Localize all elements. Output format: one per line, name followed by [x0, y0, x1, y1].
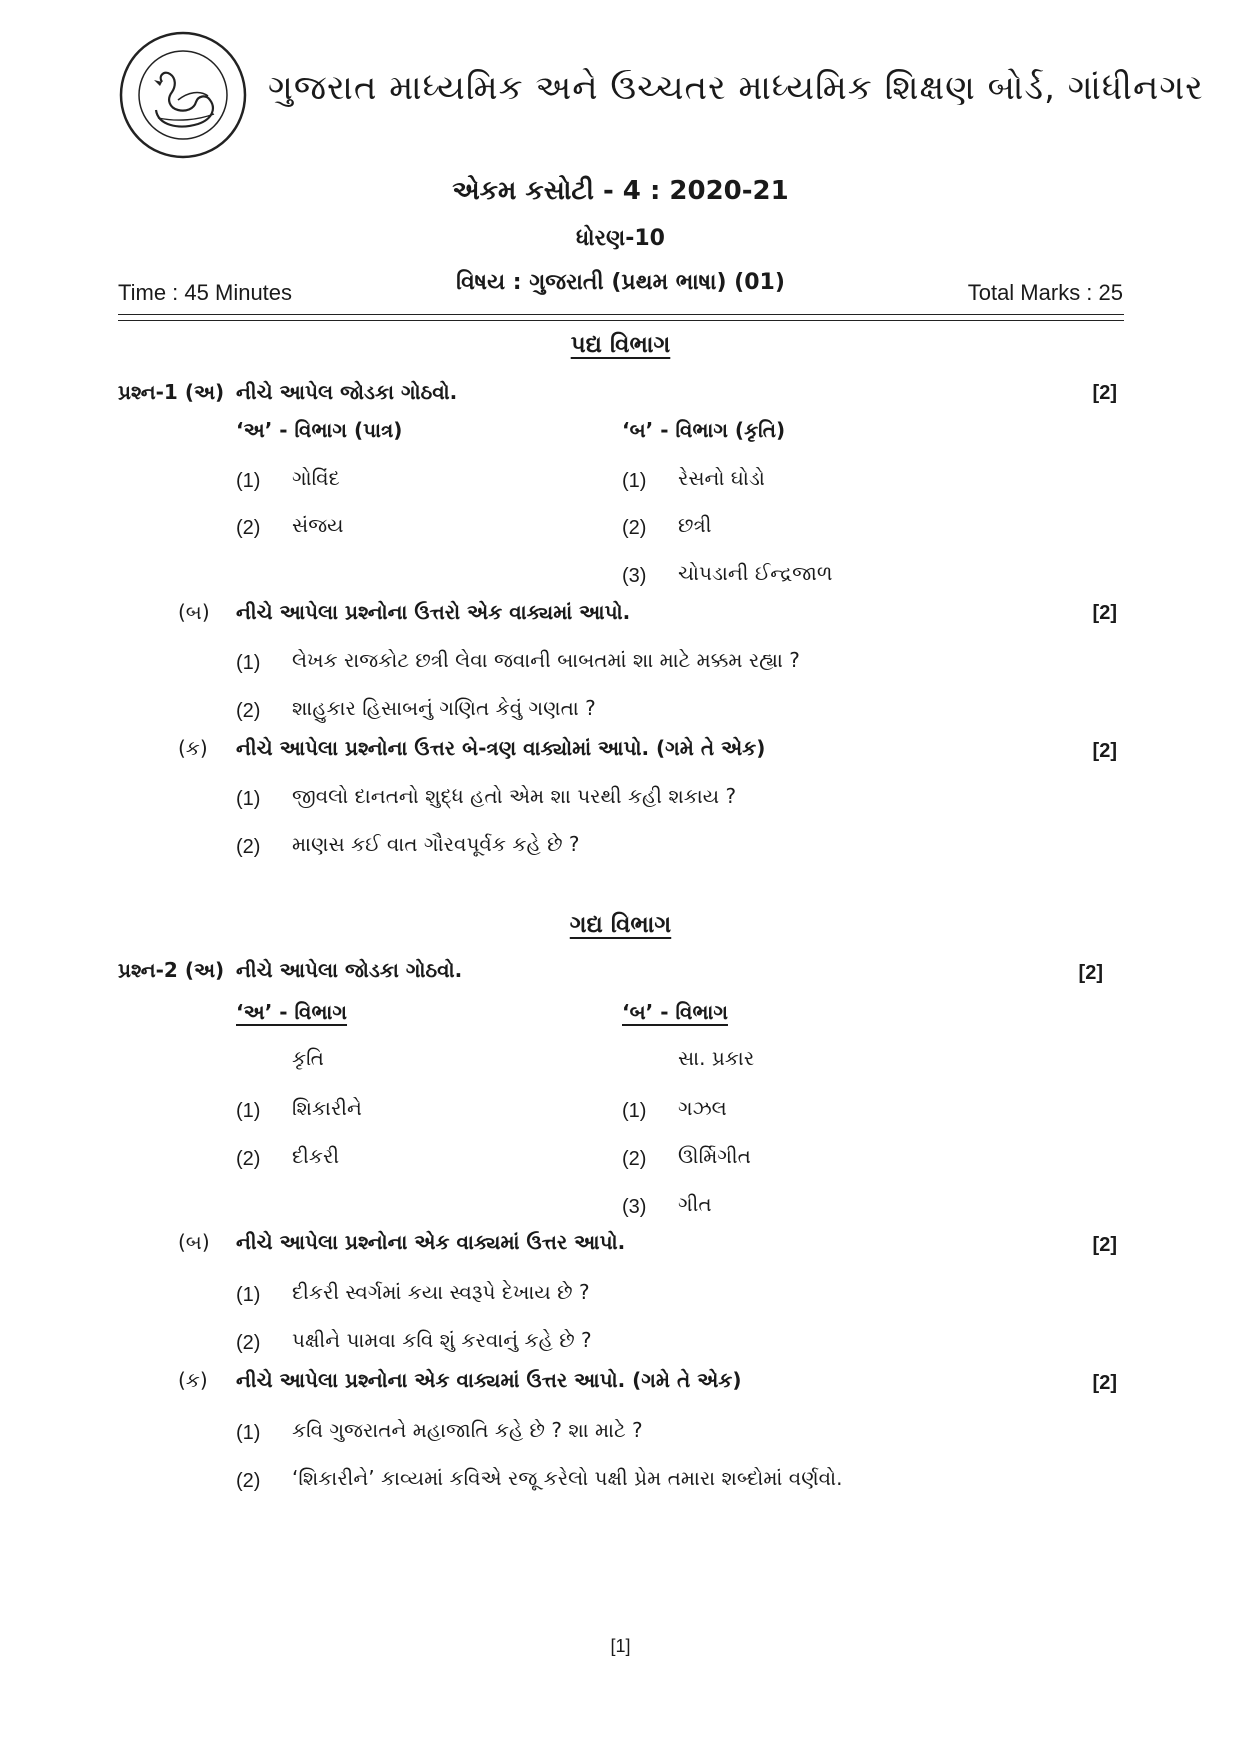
- column-b-heading: ‘બ’ - વિભાગ: [622, 1000, 728, 1024]
- question-sub-label: (બ): [178, 600, 210, 624]
- item-number: (1): [236, 788, 261, 810]
- question-item: દીકરી સ્વર્ગમાં કયા સ્વરૂપે દેખાય છે ?: [292, 1280, 590, 1304]
- item-number: (2): [236, 1148, 261, 1170]
- question-number: પ્રશ્ન-1 (અ): [118, 380, 225, 404]
- exam-title: એકમ કસોટી - 4 : 2020-21: [452, 176, 789, 206]
- question-item: લેખક રાજકોટ છત્રી લેવા જવાની બાબતમાં શા માટે મક્કમ રહ્યા ?: [292, 648, 800, 672]
- board-seal-logo: [118, 30, 248, 160]
- item-number: (1): [236, 652, 261, 674]
- time-label: Time : 45 Minutes: [118, 280, 293, 305]
- match-item: ગઝલ: [678, 1096, 727, 1120]
- match-item: સંજય: [292, 513, 344, 537]
- item-number: (2): [622, 1148, 647, 1170]
- column-a-heading: ‘અ’ - વિભાગ (પાત્ર): [236, 418, 403, 442]
- match-item: ચોપડાની ઈન્દ્રજાળ: [678, 561, 833, 585]
- board-title: ગુજરાત માધ્યમિક અને ઉચ્ચતર માધ્યમિક શિક્ષણ બોર્ડ, ગાંધીનગર: [268, 68, 1204, 108]
- column-b-subheading: સા. પ્રકાર: [678, 1046, 755, 1070]
- question-marks: [2]: [1092, 1372, 1117, 1394]
- question-text: નીચે આપેલા પ્રશ્નોના ઉત્તર બે-ત્રણ વાક્યોમાં આપો. (ગમે તે એક): [236, 736, 766, 760]
- question-marks: [2]: [1078, 962, 1103, 984]
- item-number: (1): [236, 1422, 261, 1444]
- question-item: કવિ ગુજરાતને મહાજાતિ કહે છે ? શા માટે ?: [292, 1418, 643, 1442]
- match-item: છત્રી: [678, 513, 712, 537]
- question-text: નીચે આપેલા જોડકા ગોઠવો.: [236, 958, 463, 982]
- item-number: (1): [236, 1284, 261, 1306]
- question-text: નીચે આપેલા પ્રશ્નોના એક વાક્યમાં ઉત્તર આપો.: [236, 1230, 626, 1254]
- item-number: (1): [622, 1100, 647, 1122]
- header-divider-top: [118, 314, 1124, 315]
- question-marks: [2]: [1092, 1234, 1117, 1256]
- subject-label: વિષય : ગુજરાતી (પ્રથમ ભાષા) (01): [456, 270, 785, 295]
- item-number: (2): [236, 836, 261, 858]
- match-item: રેસનો ઘોડો: [678, 466, 765, 490]
- question-sub-label: (ક): [178, 1368, 208, 1392]
- match-item: શિકારીને: [292, 1096, 362, 1120]
- question-sub-label: (બ): [178, 1230, 210, 1254]
- question-item: પક્ષીને પામવા કવિ શું કરવાનું કહે છે ?: [292, 1328, 592, 1352]
- question-item: શાહુકાર હિસાબનું ગણિત કેવું ગણતા ?: [292, 696, 596, 720]
- item-number: (1): [236, 1100, 261, 1122]
- question-sub-label: (ક): [178, 736, 208, 760]
- match-item: ગોવિંદ: [292, 466, 340, 490]
- section-title-poetry: પદ્ય વિભાગ: [570, 332, 671, 358]
- item-number: (2): [236, 1470, 261, 1492]
- column-a-heading: ‘અ’ - વિભાગ: [236, 1000, 348, 1024]
- column-b-heading: ‘બ’ - વિભાગ (કૃતિ): [622, 418, 786, 442]
- question-item: માણસ કઈ વાત ગૌરવપૂર્વક કહે છે ?: [292, 832, 580, 856]
- question-marks: [2]: [1092, 740, 1117, 762]
- item-number: (1): [622, 470, 647, 492]
- question-text: નીચે આપેલ જોડકા ગોઠવો.: [236, 380, 458, 404]
- question-marks: [2]: [1092, 602, 1117, 624]
- question-item: જીવલો દાનતનો શુદ્ધ હતો એમ શા પરથી કહી શકાય ?: [292, 784, 737, 808]
- header-divider-bottom: [118, 320, 1124, 321]
- page-number: [1]: [610, 1636, 631, 1656]
- item-number: (1): [236, 470, 261, 492]
- swan-seal-icon: [118, 30, 248, 160]
- question-marks: [2]: [1092, 382, 1117, 404]
- match-item: દીકરી: [292, 1144, 340, 1168]
- item-number: (2): [622, 517, 647, 539]
- item-number: (3): [622, 565, 647, 587]
- total-marks-label: Total Marks : 25: [967, 280, 1123, 305]
- question-number: પ્રશ્ન-2 (અ): [118, 958, 225, 982]
- question-item: ‘શિકારીને’ કાવ્યમાં કવિએ રજૂ કરેલો પક્ષી પ્રેમ તમારા શબ્દોમાં વર્ણવો.: [292, 1466, 843, 1490]
- question-text: નીચે આપેલા પ્રશ્નોના ઉત્તરો એક વાક્યમાં આપો.: [236, 600, 631, 624]
- match-item: ગીત: [678, 1192, 712, 1216]
- section-title-prose: ગદ્ય વિભાગ: [569, 912, 672, 938]
- question-text: નીચે આપેલા પ્રશ્નોના એક વાક્યમાં ઉત્તર આપો. (ગમે તે એક): [236, 1368, 742, 1392]
- item-number: (2): [236, 517, 261, 539]
- column-a-subheading: કૃતિ: [292, 1046, 324, 1070]
- standard-label: ધોરણ-10: [575, 226, 665, 251]
- item-number: (3): [622, 1196, 647, 1218]
- match-item: ઊર્મિગીત: [678, 1144, 751, 1168]
- item-number: (2): [236, 700, 261, 722]
- item-number: (2): [236, 1332, 261, 1354]
